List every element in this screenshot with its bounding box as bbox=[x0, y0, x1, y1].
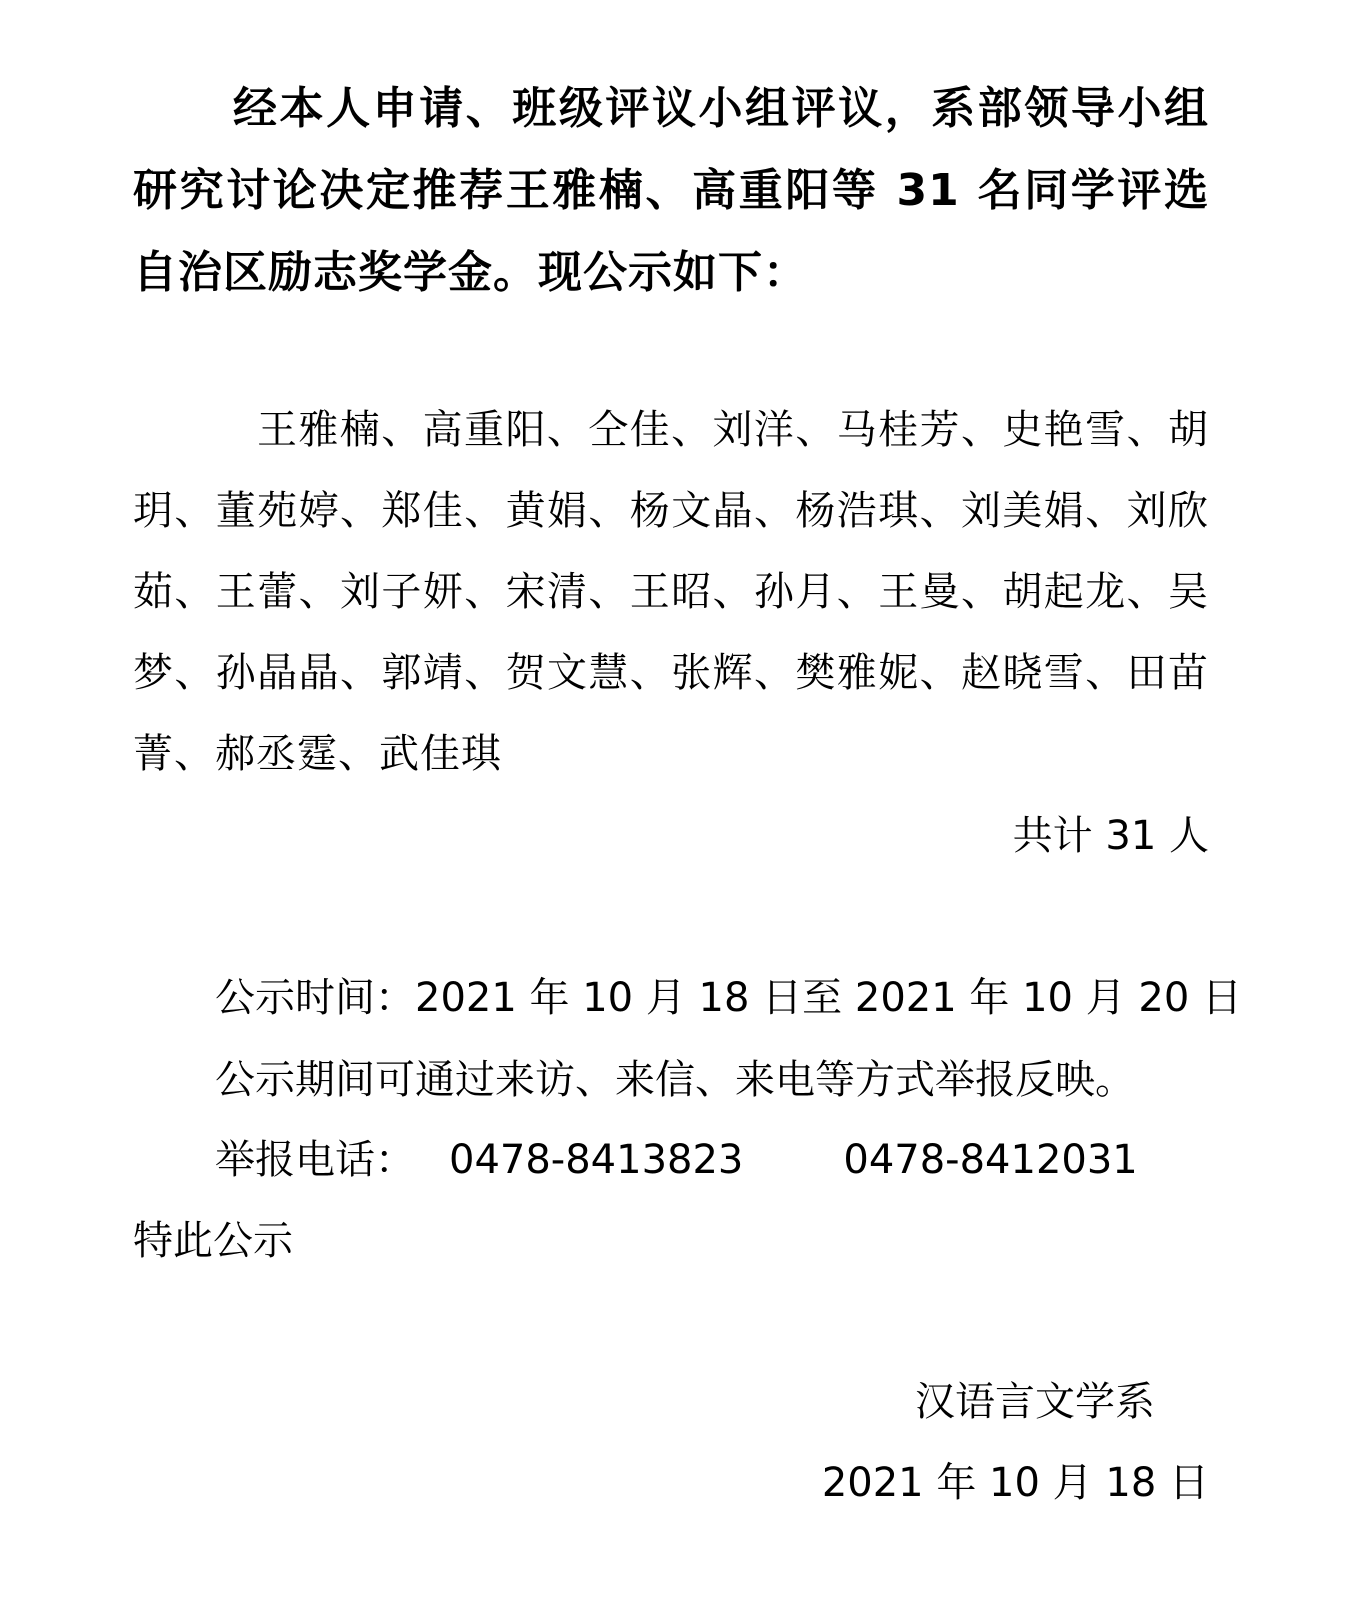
intro-paragraph: 经本人申请、班级评议小组评议，系部领导小组研究讨论决定推荐王雅楠、高重阳等 31 名同学评选自治区励志奖学金。现公示如下： bbox=[133, 83, 1209, 298]
phone-number-2: 0478-8412031 bbox=[843, 1137, 1138, 1183]
report-phone-line bbox=[215, 1120, 1138, 1201]
phone-number-1: 0478-8413823 bbox=[449, 1137, 744, 1183]
report-methods: 公示期间可通过来访、来信、来电等方式举报反映。 bbox=[215, 1057, 1135, 1103]
publicity-time: 公示时间：2021 年 10 月 18 日至 2021 年 10 月 20 日 bbox=[215, 975, 1243, 1021]
recipient-names: 王雅楠、高重阳、仝佳、刘洋、马桂芳、史艳雪、胡玥、董苑婷、郑佳、黄娟、杨文晶、杨浩琪、刘美娟、刘欣茹、王蕾、刘子妍、宋清、王昭、孙月、王曼、胡起龙、吴梦、孙晶晶、郭靖、贺文慧、张辉、樊雅妮、赵晓雪、田苗菁、郝丞霆、武佳琪 bbox=[133, 407, 1209, 777]
issue-date: 2021 年 10 月 18 日 bbox=[821, 1460, 1209, 1506]
total-count: 共计 31 人 bbox=[1012, 813, 1209, 859]
department-signature: 汉语言文学系 bbox=[915, 1379, 1155, 1425]
phone-label: 举报电话： bbox=[215, 1137, 415, 1183]
closing-text: 特此公示 bbox=[133, 1218, 293, 1264]
